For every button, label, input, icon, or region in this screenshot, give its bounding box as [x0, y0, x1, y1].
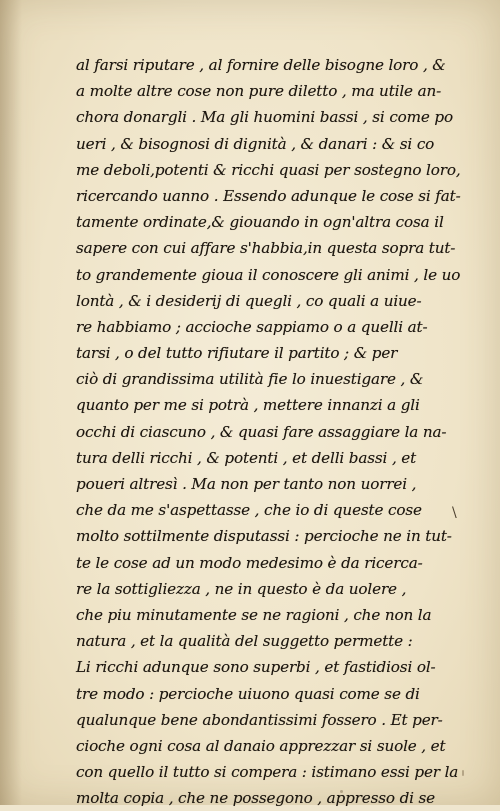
- text-line-29: molta copia , che ne possegono , appresso di se: [76, 789, 436, 808]
- margin-mark: \: [452, 505, 457, 521]
- text-block: [76, 52, 461, 811]
- text-line-19: molto sottilmente disputassi : percioche ne in tut-: [76, 527, 452, 546]
- paper-speck: [340, 790, 343, 793]
- text-line-5: me deboli,potenti & ricchi quasi per sostegno loro,: [76, 160, 461, 179]
- text-line-13: ciò di grandissima utilità fie lo inuestigare , &: [76, 370, 424, 389]
- spine-shadow: [0, 0, 22, 805]
- text-line-20: te le cose ad un modo medesimo è da ricerca-: [76, 553, 423, 572]
- text-line-27: cioche ogni cosa al danaio apprezzar si suole , et: [76, 736, 446, 755]
- text-line-23: natura , et la qualità del suggetto permette :: [76, 632, 413, 651]
- text-line-26: qualunque bene abondantissimi fossero . Et per-: [76, 710, 443, 729]
- paper-speck: [462, 770, 464, 776]
- text-line-14: quanto per me si potrà , mettere innanzi a gli: [76, 396, 420, 415]
- text-line-16: tura delli ricchi , & potenti , et delli bassi , et: [76, 448, 417, 467]
- text-line-15: occhi di ciascuno , & quasi fare assaggiare la na-: [76, 422, 447, 441]
- text-line-6: ricercando uanno . Essendo adunque le cose si fat-: [76, 186, 461, 205]
- text-line-12: tarsi , o del tutto rifiutare il partito ; & per: [76, 344, 398, 363]
- text-line-17: poueri altresì . Ma non per tanto non uorrei ,: [76, 475, 417, 493]
- text-line-28: con quello il tutto si compera : istimano essi per la: [76, 763, 459, 782]
- text-line-11: re habbiamo ; accioche sappiamo o a quelli at-: [76, 317, 428, 336]
- text-line-8: sapere con cui affare s'habbia,in questa sopra tut-: [76, 239, 456, 258]
- text-line-21: re la sottigliezza , ne in questo è da uolere ,: [76, 579, 407, 598]
- text-line-1: al farsi riputare , al fornire delle bisogne loro , &: [76, 56, 446, 74]
- text-line-4: ueri , & bisognosi di dignità , & danari : & si co: [76, 134, 435, 153]
- text-line-3: chora donargli . Ma gli huomini bassi , si come po: [76, 108, 454, 127]
- text-line-24: Li ricchi adunque sono superbi , et fastidiosi ol-: [76, 658, 436, 677]
- text-line-22: che piu minutamente se ne ragioni , che non la: [76, 605, 432, 624]
- text-line-9: to grandemente gioua il conoscere gli animi , le uo: [76, 265, 461, 284]
- text-line-10: lontà , & i desiderij di quegli , co quali a uiue-: [76, 291, 422, 310]
- text-line-25: tre modo : percioche uiuono quasi come se di: [76, 684, 420, 703]
- text-line-18: che da me s'aspettasse , che io di queste cose: [76, 501, 422, 520]
- text-line-2: a molte altre cose non pure diletto , ma utile an-: [76, 82, 442, 101]
- text-line-7: tamente ordinate,& giouando in ogn'altra cosa il: [76, 213, 444, 232]
